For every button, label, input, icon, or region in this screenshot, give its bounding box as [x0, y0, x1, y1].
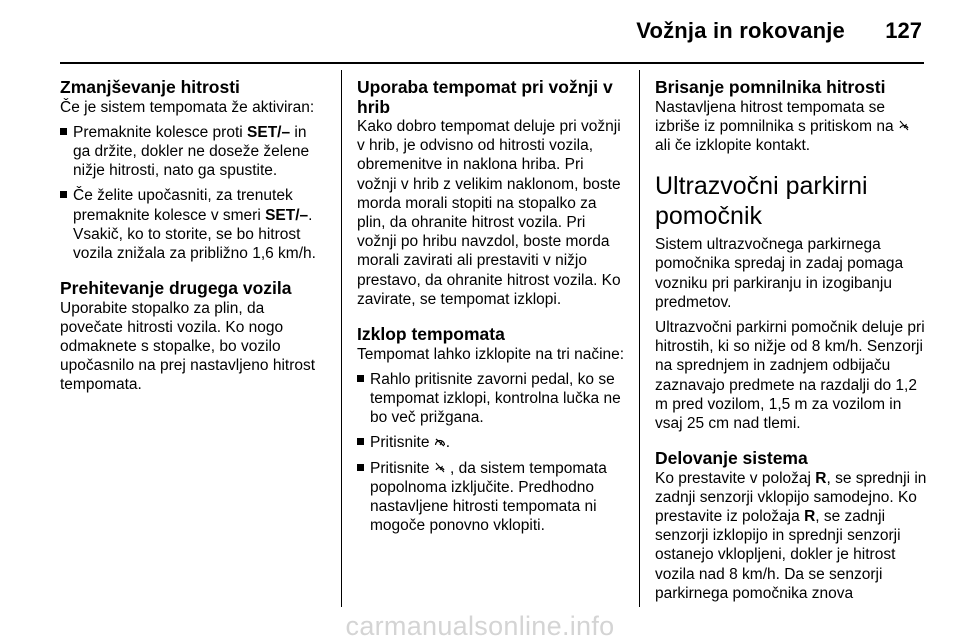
column-2	[357, 78, 627, 535]
list-item: Pritisnite , da sistem tempomata popolnoma izključite. Predhodno nastavljene hitrosti tempomata ni mogoče ponovno vklopiti.	[357, 459, 627, 536]
watermark: carmanualsonline.info	[345, 611, 615, 641]
header-rule	[60, 62, 924, 64]
switch-off-intro: Tempomat lahko izklopite na tri načine:	[357, 345, 625, 363]
operation-text: Ko prestavite v položaj R, se sprednji in zadnji senzorji vklopijo samodejno. Ko prestavite iz položaja R, se zadnji senzorji izklopijo in sprednji senzorji ostanejo vklopljeni, dokler je hitrost vozila nad 8 km/h. Da se senzorji parkirnega pomočnika znova	[655, 469, 927, 602]
heading-system-operation: Delovanje sistema	[655, 448, 808, 469]
set-minus-key: SET/–	[247, 123, 291, 141]
list-item: Če želite upočasniti, za trenutek premaknite kolesce v smeri SET/–. Vsakič, ko to storite, se bo hitrost vozila znižala za približno 1,6 km/h.	[60, 186, 328, 263]
switch-off-list	[357, 370, 627, 536]
heading-parking-assist: Ultrazvočni parkirni pomočnik	[655, 172, 868, 231]
hill-text: Kako dobro tempomat deluje pri vožnji v hrib, je odvisno od hitrosti vozila, obremenitve in naklona hriba. Pri vožnji v hrib z velikim naklonom, boste morda morali stopiti na stopalko za plin, da ohranite hitrost vozila. Pri vožnji po hribu navzdol, boste morda morali zavirati ali prestaviti v nižjo prestavo, da ohranite hitrost vozila. Ko zavirate, se tempomat izklopi.	[357, 118, 621, 308]
list-item: Pritisnite .	[357, 433, 627, 452]
column-divider-2	[639, 70, 640, 607]
column-divider-1	[341, 70, 342, 607]
erase-text: Nastavljena hitrost tempomata se izbriše iz pomnilnika s pritiskom na ali če izklopite kontakt.	[655, 98, 927, 156]
overtaking-text: Uporabite stopalko za plin, da povečate hitrosti vozila. Ko nogo odmaknete s stopalke, bo vozilo upočasnilo na prej nastavljeno hitrost tempomata.	[60, 299, 316, 394]
running-header-title: Vožnja in rokovanje	[636, 18, 845, 43]
heading-hill-driving: Uporaba tempomat pri vožnji v hrib	[357, 77, 613, 117]
heading-erase-memory: Brisanje pomnilnika hitrosti	[655, 77, 886, 97]
column-1	[60, 78, 328, 395]
page-number: 127	[885, 18, 922, 43]
list-item: Rahlo pritisnite zavorni pedal, ko se tempomat izklopi, kontrolna lučka ne bo več prižgana.	[357, 370, 627, 428]
gear-r-label: R	[815, 469, 827, 487]
heading-decrease-speed: Zmanjševanje hitrosti	[60, 77, 240, 97]
cruise-onoff-icon	[434, 459, 446, 478]
gear-r-label: R	[804, 508, 816, 526]
list-item: Premaknite kolesce proti SET/– in ga držite, dokler ne doseže želene nižje hitrosti, nato ga spustite.	[60, 123, 328, 181]
speedometer-off-icon	[434, 433, 446, 452]
parking-paragraph-1: Sistem ultrazvočnega parkirnega pomočnika spredaj in zadaj pomaga vozniku pri parkiranju in izogibanju predmetov.	[655, 236, 904, 311]
heading-overtaking: Prehitevanje drugega vozila	[60, 278, 292, 299]
parking-paragraph-2: Ultrazvočni parkirni pomočnik deluje pri hitrostih, ki so nižje od 8 km/h. Senzorji na sprednjem in zadnjem odbijaču zaznavajo predmete na razdalji do 1,2 m pred vozilom, 1,5 m za vozilom in vsaj 25 cm nad tlemi.	[655, 318, 925, 432]
set-minus-key: SET/–	[265, 206, 309, 224]
cruise-onoff-icon	[898, 117, 910, 136]
column-3	[655, 78, 927, 603]
decrease-list	[60, 123, 328, 263]
heading-switch-off: Izklop tempomata	[357, 324, 505, 345]
decrease-intro: Če je sistem tempomata že aktiviran:	[60, 98, 315, 116]
